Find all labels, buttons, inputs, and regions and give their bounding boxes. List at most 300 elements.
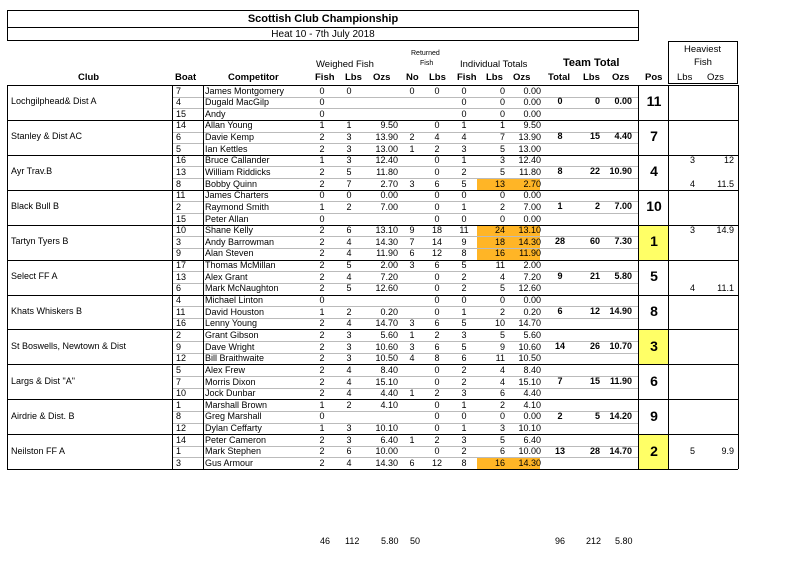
group-divider bbox=[7, 260, 738, 261]
cell-comp: Alex Frew bbox=[205, 364, 246, 375]
cell-comp: Thomas McMillan bbox=[205, 260, 276, 271]
cell-io: 5.60 bbox=[523, 329, 541, 340]
cell-boat: 1 bbox=[176, 399, 182, 410]
cell-wl: 5 bbox=[346, 166, 352, 177]
cell-wo: 2.70 bbox=[380, 178, 398, 189]
cell-rn: 3 bbox=[409, 341, 415, 352]
team-total: 6 bbox=[557, 305, 563, 316]
column-divider bbox=[172, 85, 173, 469]
cell-rl: 0 bbox=[434, 190, 440, 201]
group-divider bbox=[7, 329, 738, 330]
cell-il: 0 bbox=[499, 85, 505, 96]
position: 2 bbox=[650, 442, 658, 459]
total-t-lbs: 212 bbox=[586, 536, 602, 546]
cell-comp: Gus Armour bbox=[205, 457, 254, 468]
cell-comp: William Riddicks bbox=[205, 166, 271, 177]
cell-wf: 2 bbox=[319, 225, 325, 236]
cell-boat: 5 bbox=[176, 364, 182, 375]
cell-wf: 0 bbox=[319, 295, 325, 306]
cell-if: 1 bbox=[461, 399, 467, 410]
cell-boat: 16 bbox=[176, 155, 187, 166]
cell-rn: 0 bbox=[409, 85, 415, 96]
cell-wo: 8.40 bbox=[380, 364, 398, 375]
team-total: 1 bbox=[557, 201, 563, 212]
cell-wl: 3 bbox=[346, 341, 352, 352]
header-t-total: Total bbox=[548, 72, 570, 83]
cell-wf: 2 bbox=[319, 329, 325, 340]
cell-io: 0.00 bbox=[523, 97, 541, 108]
cell-il: 18 bbox=[494, 236, 505, 247]
cell-if: 11 bbox=[459, 225, 469, 236]
cell-rn: 4 bbox=[409, 353, 415, 364]
cell-wl: 4 bbox=[346, 271, 352, 282]
cell-io: 2.00 bbox=[523, 260, 541, 271]
cell-wf: 2 bbox=[319, 248, 325, 259]
cell-rl: 0 bbox=[434, 85, 440, 96]
cell-rn: 6 bbox=[409, 457, 415, 468]
cell-il: 9 bbox=[499, 341, 505, 352]
cell-wo: 14.30 bbox=[375, 236, 398, 247]
cell-il: 0 bbox=[499, 295, 505, 306]
cell-wl: 5 bbox=[346, 283, 352, 294]
cell-wl: 4 bbox=[346, 376, 352, 387]
cell-wl: 3 bbox=[346, 353, 352, 364]
team-ozs: 10.70 bbox=[609, 340, 632, 351]
cell-boat: 6 bbox=[176, 283, 182, 294]
cell-comp: Lenny Young bbox=[205, 318, 258, 329]
cell-rl: 0 bbox=[434, 364, 440, 375]
team-lbs: 21 bbox=[589, 271, 600, 282]
team-lbs: 2 bbox=[594, 201, 600, 212]
cell-boat: 8 bbox=[176, 178, 182, 189]
cell-if: 0 bbox=[461, 190, 467, 201]
cell-rn: 3 bbox=[409, 260, 415, 271]
cell-boat: 14 bbox=[176, 120, 187, 131]
cell-if: 3 bbox=[461, 434, 467, 445]
cell-wf: 2 bbox=[319, 260, 325, 271]
club-name: St Boswells, Newtown & Dist bbox=[11, 340, 127, 351]
total-w-lbs: 112 bbox=[345, 536, 360, 546]
cell-boat: 7 bbox=[176, 85, 182, 96]
cell-wl: 3 bbox=[346, 434, 352, 445]
cell-rl: 0 bbox=[434, 306, 440, 317]
cell-wf: 2 bbox=[319, 388, 325, 399]
header-boat: Boat bbox=[175, 72, 197, 83]
cell-if: 8 bbox=[461, 457, 467, 468]
cell-boat: 11 bbox=[176, 190, 186, 201]
club-name: Largs & Dist "A" bbox=[11, 375, 75, 386]
cell-wf: 2 bbox=[319, 132, 325, 143]
cell-rn: 2 bbox=[409, 132, 415, 143]
team-lbs: 15 bbox=[589, 131, 600, 142]
table-bottom-border bbox=[7, 469, 738, 470]
cell-boat: 13 bbox=[176, 271, 187, 282]
cell-if: 2 bbox=[461, 446, 467, 457]
cell-io: 13.90 bbox=[518, 132, 541, 143]
cell-hl: 3 bbox=[689, 155, 695, 166]
cell-io: 0.00 bbox=[523, 108, 541, 119]
cell-boat: 9 bbox=[176, 248, 182, 259]
cell-wl: 4 bbox=[346, 248, 352, 259]
cell-il: 10 bbox=[494, 318, 505, 329]
cell-io: 0.00 bbox=[523, 190, 541, 201]
cell-wf: 0 bbox=[319, 213, 325, 224]
cell-if: 4 bbox=[461, 132, 467, 143]
cell-wf: 1 bbox=[319, 423, 325, 434]
cell-comp: Mark McNaughton bbox=[205, 283, 279, 294]
cell-il: 5 bbox=[499, 166, 505, 177]
cell-hl: 4 bbox=[689, 178, 695, 189]
cell-rn: 1 bbox=[409, 434, 415, 445]
cell-io: 12.40 bbox=[518, 155, 541, 166]
team-lbs: 12 bbox=[589, 305, 600, 316]
cell-rl: 0 bbox=[434, 411, 440, 422]
cell-if: 0 bbox=[461, 411, 467, 422]
cell-io: 14.30 bbox=[518, 236, 541, 247]
position: 5 bbox=[650, 268, 658, 285]
cell-wf: 2 bbox=[319, 446, 325, 457]
cell-comp: David Houston bbox=[205, 306, 265, 317]
position: 9 bbox=[650, 407, 658, 424]
cell-boat: 6 bbox=[176, 132, 182, 143]
team-lbs: 22 bbox=[589, 166, 600, 177]
cell-comp: James Montgomery bbox=[205, 85, 285, 96]
header-w-fish: Fish bbox=[315, 72, 335, 83]
cell-if: 8 bbox=[461, 248, 467, 259]
cell-io: 0.00 bbox=[523, 85, 541, 96]
cell-boat: 12 bbox=[176, 423, 187, 434]
cell-comp: Mark Stephen bbox=[205, 446, 262, 457]
cell-rl: 0 bbox=[434, 201, 440, 212]
cell-comp: Bruce Callander bbox=[205, 155, 270, 166]
group-divider bbox=[7, 364, 738, 365]
cell-if: 5 bbox=[461, 341, 467, 352]
cell-hl: 5 bbox=[689, 446, 695, 457]
team-ozs: 14.90 bbox=[609, 305, 632, 316]
team-ozs: 11.90 bbox=[609, 375, 632, 386]
header-r-lbs: Lbs bbox=[429, 72, 446, 83]
total-r-no: 50 bbox=[410, 536, 421, 546]
cell-il: 4 bbox=[499, 271, 505, 282]
cell-rl: 2 bbox=[434, 434, 440, 445]
cell-il: 5 bbox=[499, 329, 505, 340]
cell-il: 1 bbox=[499, 120, 505, 131]
cell-io: 15.10 bbox=[518, 376, 541, 387]
team-ozs: 0.00 bbox=[614, 96, 632, 107]
cell-io: 0.00 bbox=[523, 213, 541, 224]
cell-io: 10.10 bbox=[518, 423, 541, 434]
cell-boat: 2 bbox=[176, 329, 182, 340]
cell-if: 0 bbox=[461, 213, 467, 224]
header-r-no: No bbox=[406, 72, 419, 83]
cell-boat: 3 bbox=[176, 457, 182, 468]
cell-rl: 0 bbox=[434, 446, 440, 457]
cell-io: 10.50 bbox=[518, 353, 541, 364]
club-name: Ayr Trav.B bbox=[11, 166, 53, 177]
cell-wf: 2 bbox=[319, 283, 325, 294]
cell-il: 5 bbox=[499, 434, 505, 445]
cell-if: 3 bbox=[461, 388, 467, 399]
header-team-total: Team Total bbox=[563, 57, 620, 69]
cell-ho: 11.1 bbox=[717, 283, 734, 294]
total-t-ozs: 5.80 bbox=[615, 536, 633, 546]
cell-io: 12.60 bbox=[518, 283, 541, 294]
cell-io: 13.10 bbox=[518, 225, 541, 236]
cell-comp: Bobby Quinn bbox=[205, 178, 258, 189]
position: 1 bbox=[650, 233, 658, 250]
cell-il: 3 bbox=[499, 423, 505, 434]
cell-rn: 6 bbox=[409, 248, 415, 259]
cell-wo: 11.80 bbox=[376, 166, 398, 177]
cell-comp: Shane Kelly bbox=[205, 225, 254, 236]
team-total: 28 bbox=[554, 236, 565, 247]
cell-wl: 3 bbox=[346, 143, 352, 154]
cell-il: 0 bbox=[499, 97, 505, 108]
cell-wf: 2 bbox=[319, 236, 325, 247]
cell-boat: 13 bbox=[176, 166, 187, 177]
cell-il: 3 bbox=[499, 155, 505, 166]
team-lbs: 15 bbox=[589, 375, 600, 386]
cell-rl: 6 bbox=[434, 260, 440, 271]
cell-comp: Dylan Ceffarty bbox=[205, 423, 262, 434]
cell-ho: 11.5 bbox=[717, 178, 734, 189]
cell-if: 1 bbox=[461, 423, 467, 434]
position: 8 bbox=[650, 302, 658, 319]
cell-rn: 1 bbox=[409, 329, 415, 340]
cell-boat: 10 bbox=[176, 388, 187, 399]
cell-rl: 0 bbox=[434, 376, 440, 387]
title-box bbox=[7, 10, 639, 41]
cell-wo: 10.10 bbox=[375, 423, 398, 434]
group-divider bbox=[7, 434, 738, 435]
team-total: 0 bbox=[557, 96, 563, 107]
cell-wl: 1 bbox=[346, 120, 352, 131]
cell-io: 13.00 bbox=[518, 143, 541, 154]
group-divider bbox=[7, 225, 738, 226]
group-divider bbox=[7, 190, 738, 191]
club-name: Black Bull B bbox=[11, 201, 60, 212]
cell-if: 3 bbox=[461, 329, 467, 340]
cell-il: 6 bbox=[499, 446, 505, 457]
cell-rl: 0 bbox=[434, 166, 440, 177]
cell-il: 0 bbox=[499, 108, 505, 119]
cell-comp: Davie Kemp bbox=[205, 132, 255, 143]
club-name: Tartyn Tyers B bbox=[11, 236, 69, 247]
team-total: 8 bbox=[557, 166, 563, 177]
cell-comp: Dugald MacGilp bbox=[205, 97, 270, 108]
cell-wl: 3 bbox=[346, 329, 352, 340]
cell-wo: 2.00 bbox=[380, 260, 398, 271]
cell-comp: Marshall Brown bbox=[205, 399, 268, 410]
cell-il: 16 bbox=[494, 457, 505, 468]
cell-if: 6 bbox=[461, 353, 467, 364]
team-total: 14 bbox=[554, 340, 565, 351]
cell-if: 0 bbox=[461, 97, 467, 108]
cell-il: 13 bbox=[494, 178, 505, 189]
club-name: Select FF A bbox=[11, 271, 58, 282]
cell-wl: 7 bbox=[346, 178, 352, 189]
cell-wl: 5 bbox=[346, 260, 352, 271]
cell-wl: 2 bbox=[346, 201, 352, 212]
cell-wl: 6 bbox=[346, 446, 352, 457]
cell-rl: 12 bbox=[431, 248, 442, 259]
cell-if: 3 bbox=[461, 143, 467, 154]
cell-wf: 2 bbox=[319, 166, 325, 177]
cell-rl: 6 bbox=[434, 318, 440, 329]
cell-rl: 2 bbox=[434, 329, 440, 340]
cell-rn: 3 bbox=[409, 178, 415, 189]
group-divider bbox=[7, 85, 738, 86]
cell-io: 10.00 bbox=[518, 446, 541, 457]
column-divider bbox=[638, 85, 639, 469]
cell-wo: 4.10 bbox=[380, 399, 398, 410]
cell-boat: 11 bbox=[176, 306, 186, 317]
cell-boat: 3 bbox=[176, 236, 182, 247]
team-lbs: 60 bbox=[589, 236, 600, 247]
cell-wo: 7.00 bbox=[380, 201, 398, 212]
team-lbs: 5 bbox=[594, 410, 600, 421]
header-w-ozs: Ozs bbox=[373, 72, 391, 83]
team-ozs: 7.30 bbox=[614, 236, 632, 247]
cell-il: 0 bbox=[499, 411, 505, 422]
club-name: Neilston FF A bbox=[11, 445, 66, 456]
team-ozs: 10.90 bbox=[609, 166, 632, 177]
cell-wl: 3 bbox=[346, 155, 352, 166]
header-heaviest-2: Fish bbox=[694, 57, 712, 68]
cell-comp: Morris Dixon bbox=[205, 376, 256, 387]
group-divider bbox=[7, 155, 738, 156]
cell-il: 5 bbox=[499, 283, 505, 294]
cell-wo: 6.40 bbox=[380, 434, 398, 445]
cell-comp: Peter Cameron bbox=[205, 434, 267, 445]
cell-il: 0 bbox=[499, 213, 505, 224]
cell-il: 2 bbox=[499, 306, 505, 317]
position: 10 bbox=[646, 198, 662, 215]
header-heaviest-1: Heaviest bbox=[684, 44, 721, 55]
column-divider bbox=[7, 85, 8, 469]
cell-comp: Michael Linton bbox=[205, 295, 264, 306]
team-total: 9 bbox=[557, 271, 563, 282]
club-name: Airdrie & Dist. B bbox=[11, 410, 75, 421]
cell-comp: Andy bbox=[205, 108, 226, 119]
cell-wf: 1 bbox=[319, 306, 325, 317]
cell-wl: 2 bbox=[346, 306, 352, 317]
cell-boat: 16 bbox=[176, 318, 187, 329]
cell-il: 7 bbox=[499, 132, 505, 143]
cell-wf: 2 bbox=[319, 271, 325, 282]
cell-if: 2 bbox=[461, 271, 467, 282]
cell-wo: 12.40 bbox=[375, 155, 398, 166]
cell-rn: 9 bbox=[409, 225, 415, 236]
club-name: Lochgilphead& Dist A bbox=[11, 96, 97, 107]
team-lbs: 28 bbox=[589, 445, 600, 456]
cell-wf: 1 bbox=[319, 120, 325, 131]
group-divider bbox=[7, 399, 738, 400]
header-returned-2: Fish bbox=[420, 60, 434, 67]
cell-if: 5 bbox=[461, 318, 467, 329]
cell-boat: 2 bbox=[176, 201, 182, 212]
cell-io: 14.30 bbox=[518, 457, 541, 468]
team-ozs: 7.00 bbox=[614, 201, 632, 212]
cell-if: 1 bbox=[461, 201, 467, 212]
cell-wo: 13.00 bbox=[375, 143, 398, 154]
cell-wl: 4 bbox=[346, 364, 352, 375]
cell-rl: 0 bbox=[434, 271, 440, 282]
cell-wl: 6 bbox=[346, 225, 352, 236]
cell-if: 9 bbox=[461, 236, 467, 247]
cell-boat: 12 bbox=[176, 353, 187, 364]
cell-comp: Raymond Smith bbox=[205, 201, 270, 212]
position: 3 bbox=[650, 337, 658, 354]
cell-boat: 5 bbox=[176, 143, 182, 154]
cell-if: 1 bbox=[461, 120, 467, 131]
cell-if: 5 bbox=[461, 178, 467, 189]
cell-wf: 2 bbox=[319, 353, 325, 364]
cell-if: 2 bbox=[461, 166, 467, 177]
cell-comp: Alan Steven bbox=[205, 248, 254, 259]
header-h-ozs: Ozs bbox=[707, 72, 724, 83]
cell-wl: 3 bbox=[346, 132, 352, 143]
cell-rl: 14 bbox=[431, 236, 442, 247]
cell-rn: 1 bbox=[409, 143, 415, 154]
cell-ho: 12 bbox=[723, 155, 734, 166]
cell-boat: 4 bbox=[176, 97, 182, 108]
cell-il: 5 bbox=[499, 143, 505, 154]
cell-boat: 7 bbox=[176, 376, 182, 387]
cell-boat: 15 bbox=[176, 108, 187, 119]
cell-hl: 4 bbox=[689, 283, 695, 294]
group-divider bbox=[7, 120, 738, 121]
header-returned-1: Returned bbox=[411, 50, 440, 57]
cell-wf: 0 bbox=[319, 411, 325, 422]
team-lbs: 26 bbox=[589, 340, 600, 351]
cell-rn: 1 bbox=[409, 388, 415, 399]
team-total: 8 bbox=[557, 131, 563, 142]
team-total: 13 bbox=[554, 445, 565, 456]
header-competitor: Competitor bbox=[228, 72, 279, 83]
cell-boat: 8 bbox=[176, 411, 182, 422]
cell-io: 14.70 bbox=[518, 318, 541, 329]
cell-wl: 2 bbox=[346, 399, 352, 410]
cell-wf: 2 bbox=[319, 434, 325, 445]
cell-wl: 3 bbox=[346, 423, 352, 434]
cell-if: 1 bbox=[461, 155, 467, 166]
cell-wf: 1 bbox=[319, 399, 325, 410]
cell-ho: 9.9 bbox=[721, 446, 734, 457]
cell-io: 0.00 bbox=[523, 295, 541, 306]
cell-wl: 0 bbox=[346, 190, 352, 201]
header-i-lbs: Lbs bbox=[486, 72, 503, 83]
cell-comp: Alex Grant bbox=[205, 271, 248, 282]
cell-il: 4 bbox=[499, 376, 505, 387]
cell-boat: 4 bbox=[176, 295, 182, 306]
cell-rl: 2 bbox=[434, 388, 440, 399]
cell-rl: 6 bbox=[434, 341, 440, 352]
header-h-lbs: Lbs bbox=[677, 72, 693, 83]
cell-il: 2 bbox=[499, 201, 505, 212]
cell-io: 2.70 bbox=[523, 178, 541, 189]
cell-wo: 10.00 bbox=[375, 446, 398, 457]
cell-wo: 0.00 bbox=[380, 190, 398, 201]
cell-rl: 0 bbox=[434, 295, 440, 306]
club-name: Stanley & Dist AC bbox=[11, 131, 83, 142]
cell-wf: 2 bbox=[319, 341, 325, 352]
cell-boat: 17 bbox=[176, 260, 187, 271]
team-total: 2 bbox=[557, 410, 563, 421]
cell-wf: 0 bbox=[319, 190, 325, 201]
cell-if: 0 bbox=[461, 85, 467, 96]
header-pos: Pos bbox=[645, 72, 663, 83]
